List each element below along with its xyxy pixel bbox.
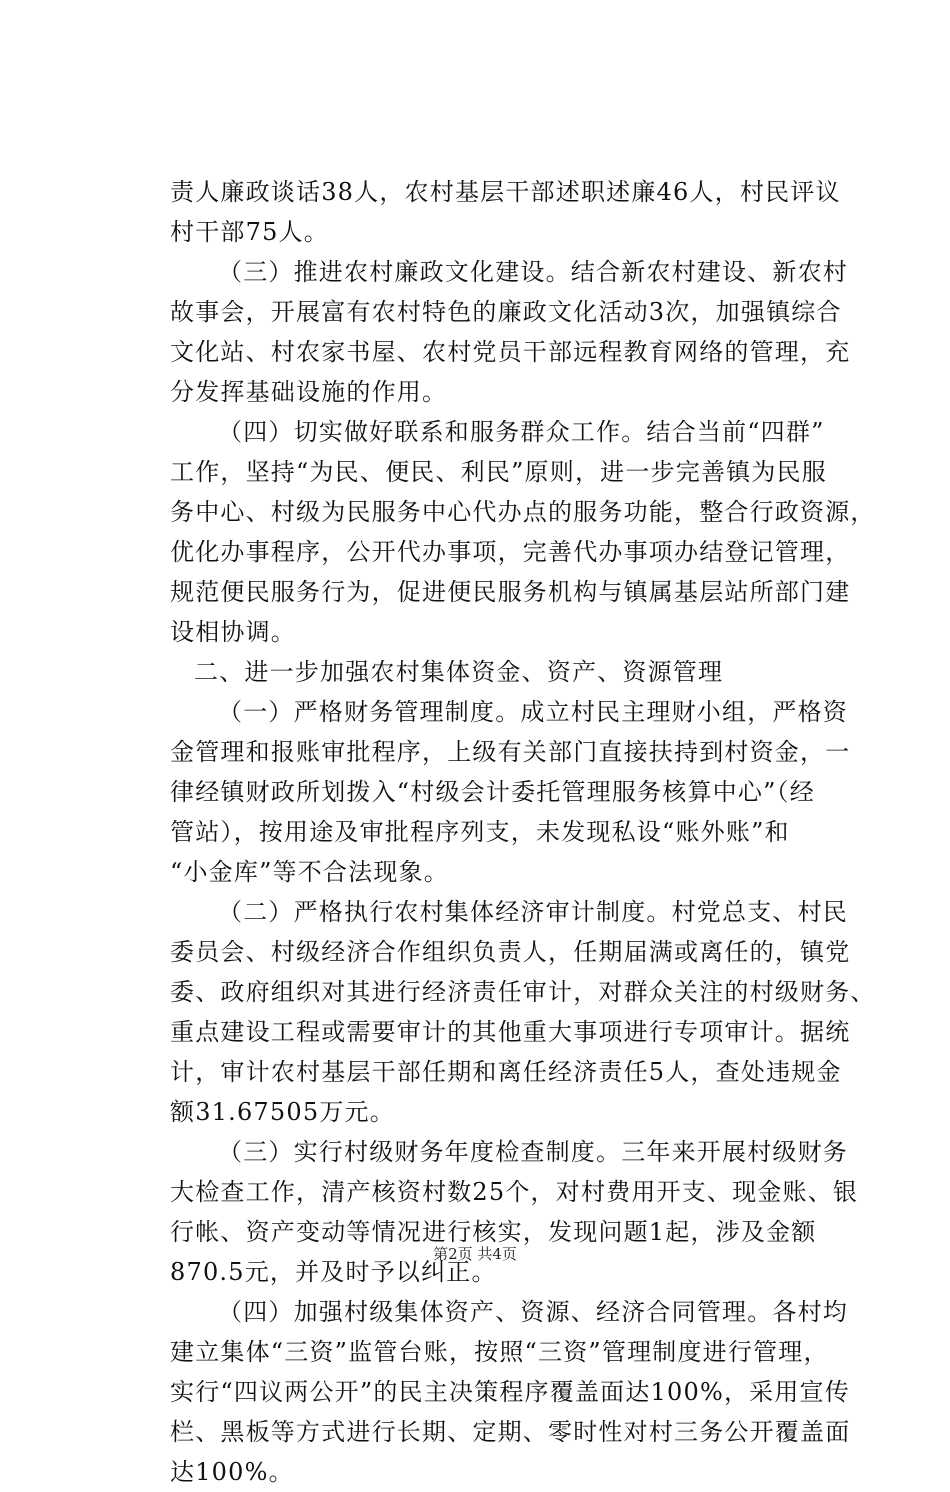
text-line: （二）严格执行农村集体经济审计制度。村党总支、村民 (218, 898, 848, 926)
page-footer: 第2页 共4页 (433, 1245, 517, 1263)
text-line: 分发挥基础设施的作用。 (170, 378, 448, 406)
text-line: 规范便民服务行为，促进便民服务机构与镇属基层站所部门建 (170, 578, 851, 606)
text-line: “小金库”等不合法现象。 (170, 858, 449, 886)
text-line: （一）严格财务管理制度。成立村民主理财小组，严格资 (218, 698, 848, 726)
text-line: （三）推进农村廉政文化建设。结合新农村建设、新农村 (218, 258, 848, 286)
text-line: 委员会、村级经济合作组织负责人，任期届满或离任的，镇党 (170, 938, 851, 966)
text-line: 建立集体“三资”监管台账，按照“三资”管理制度进行管理， (170, 1338, 829, 1366)
text-line: 行帐、资产变动等情况进行核实，发现问题1起，涉及金额 (170, 1218, 817, 1246)
text-line: 管站），按用途及审批程序列支，未发现私设“账外账”和 (170, 818, 790, 846)
text-line: 设相协调。 (170, 618, 296, 646)
text-line: 文化站、村农家书屋、农村党员干部远程教育网络的管理，充 (170, 338, 851, 366)
text-line: 村干部75人。 (170, 218, 329, 246)
text-line: 870.5元，并及时予以纠正。 (170, 1258, 497, 1286)
text-line: 故事会，开展富有农村特色的廉政文化活动3次，加强镇综合 (170, 298, 842, 326)
text-line: 达100%。 (170, 1458, 294, 1486)
document-body (170, 172, 876, 1492)
text-line: 务中心、村级为民服务中心代办点的服务功能，整合行政资源， (170, 498, 876, 526)
text-line: 优化办事程序，公开代办事项，完善代办事项办结登记管理， (170, 538, 851, 566)
text-line: 计，审计农村基层干部任期和离任经济责任5人，查处违规金 (170, 1058, 842, 1086)
text-line: 额31.67505万元。 (170, 1098, 395, 1126)
text-line: 栏、黑板等方式进行长期、定期、零时性对村三务公开覆盖面 (170, 1418, 851, 1446)
section-heading: 二、进一步加强农村集体资金、资产、资源管理 (194, 658, 724, 686)
text-line: 工作，坚持“为民、便民、利民”原则，进一步完善镇为民服 (170, 458, 827, 486)
text-line: 大检查工作，清产核资村数25个，对村费用开支、现金账、银 (170, 1178, 859, 1206)
text-line: 重点建设工程或需要审计的其他重大事项进行专项审计。据统 (170, 1018, 851, 1046)
text-line: （四）切实做好联系和服务群众工作。结合当前“四群” (218, 418, 825, 446)
text-line: 金管理和报账审批程序，上级有关部门直接扶持到村资金，一 (170, 738, 851, 766)
text-line: 实行“四议两公开”的民主决策程序覆盖面达100%，采用宣传 (170, 1378, 850, 1406)
text-line: （四）加强村级集体资产、资源、经济合同管理。各村均 (218, 1298, 848, 1326)
text-line: 责人廉政谈话38人，农村基层干部述职述廉46人，村民评议 (170, 178, 841, 206)
text-line: 委、政府组织对其进行经济责任审计，对群众关注的村级财务、 (170, 978, 876, 1006)
text-line: （三）实行村级财务年度检查制度。三年来开展村级财务 (218, 1138, 848, 1166)
text-line: 律经镇财政所划拨入“村级会计委托管理服务核算中心”（经 (170, 778, 815, 806)
